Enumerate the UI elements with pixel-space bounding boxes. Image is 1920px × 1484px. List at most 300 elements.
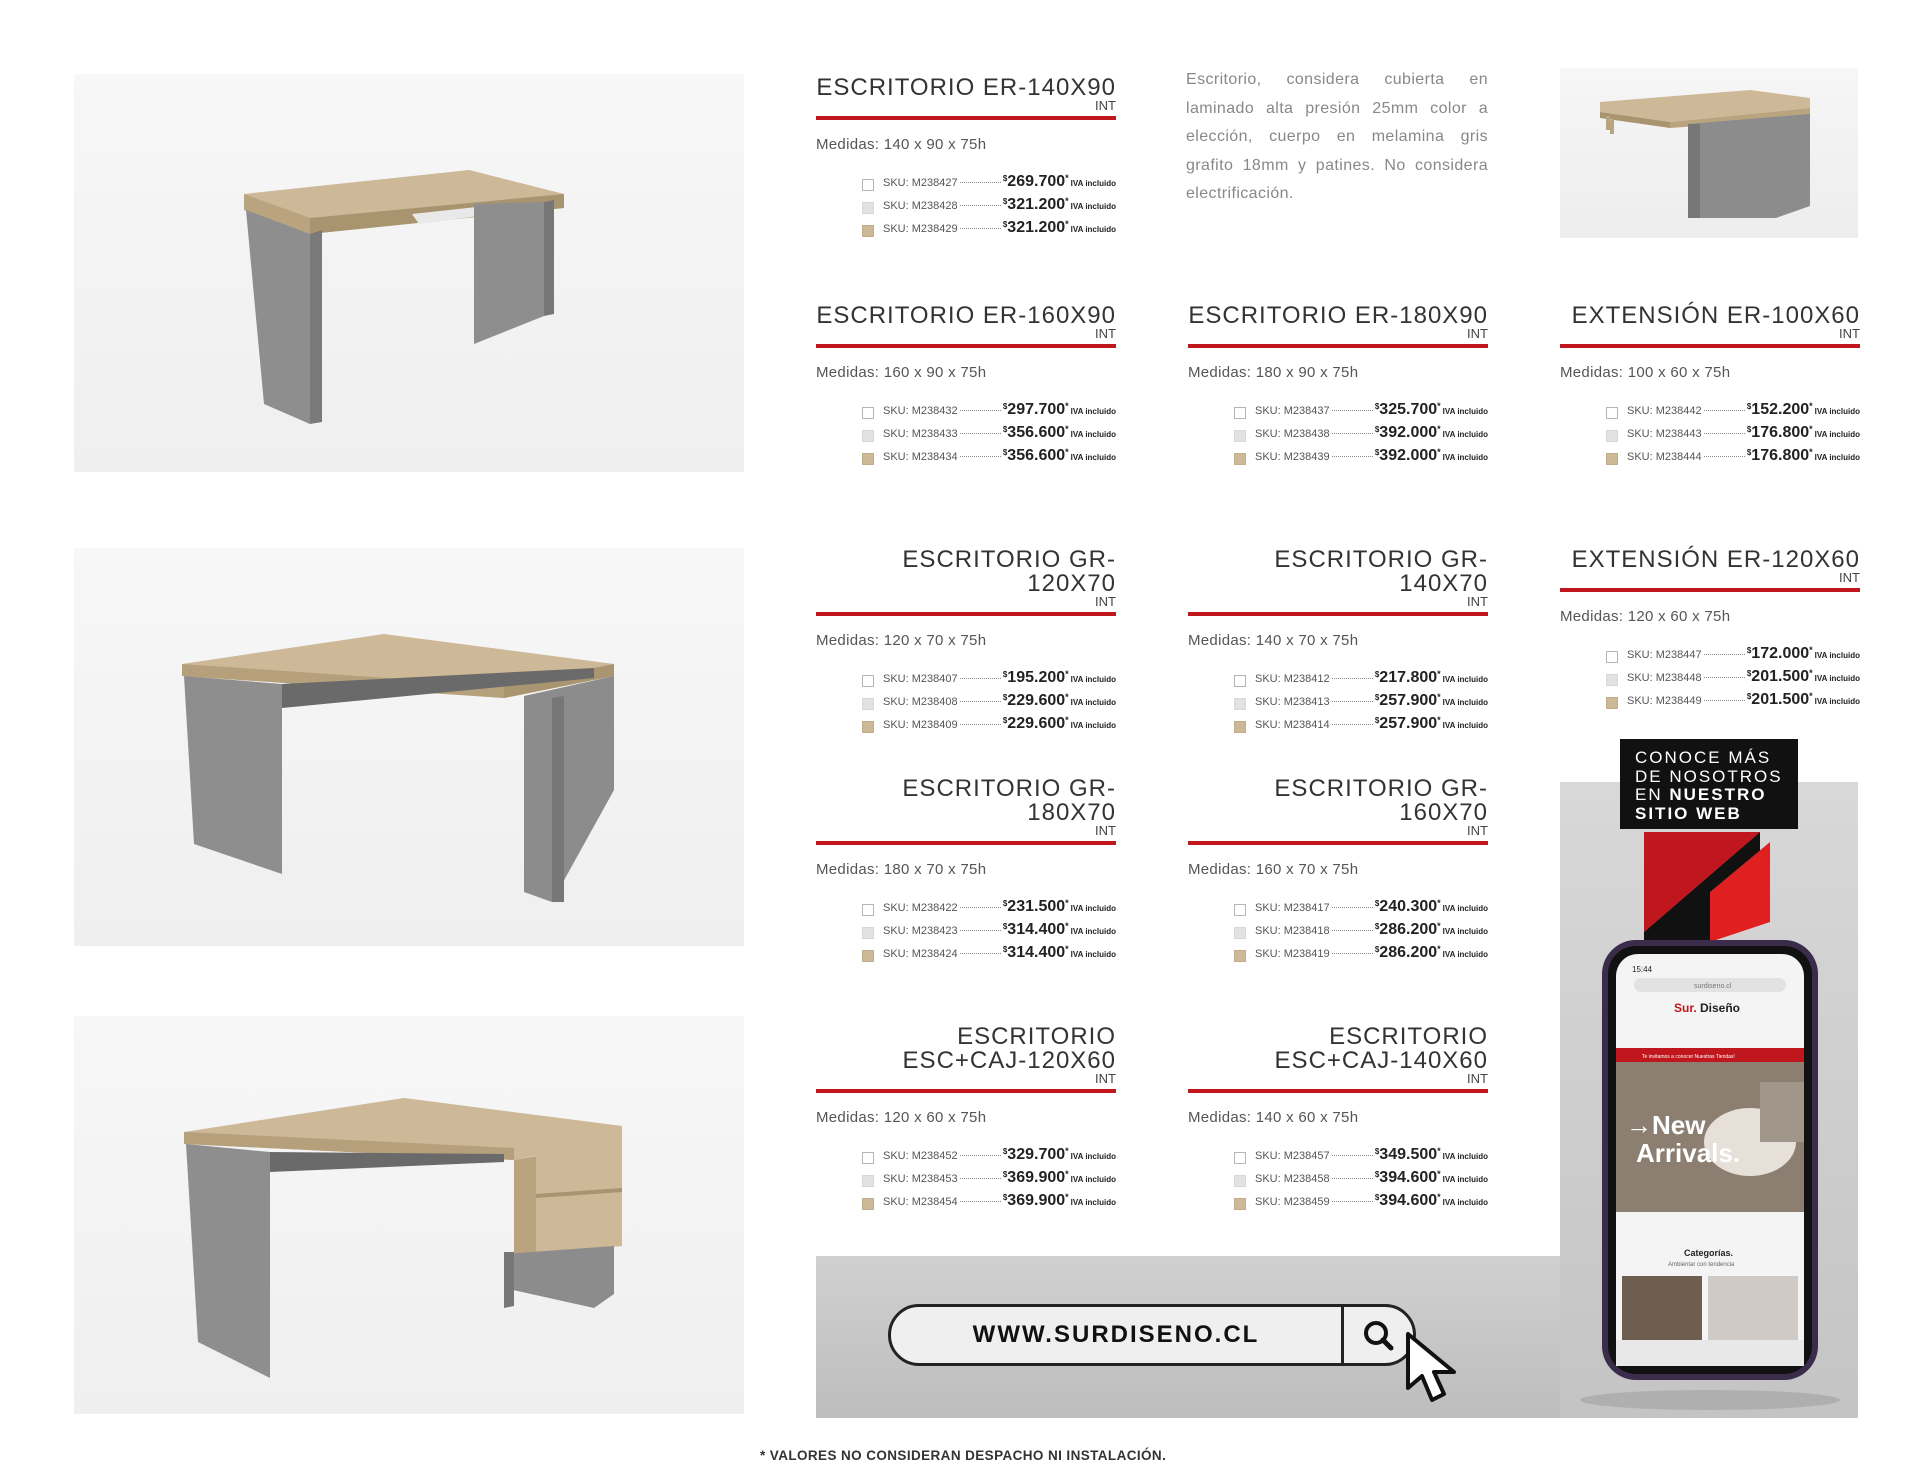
sku-code: SKU: M238417 — [1255, 902, 1330, 914]
sku-code: SKU: M238449 — [1627, 695, 1702, 707]
product-title: ESCRITORIO GR-160X70 — [1274, 775, 1488, 826]
swatch-oak-icon — [1606, 453, 1618, 465]
leader-dots — [1332, 1155, 1373, 1156]
iva-label: IVA incluido — [1442, 904, 1488, 913]
price-mark: * — [1437, 401, 1441, 411]
product-title: ESCRITORIO GR-120X70 — [902, 546, 1116, 597]
iva-label: IVA incluido — [1442, 1175, 1488, 1184]
sku-price: 229.600 — [1007, 692, 1066, 709]
corner-desk-illustration — [74, 74, 744, 472]
product-photo-er-corner-desk — [74, 74, 744, 472]
phone-store-banner: Te invitamos a conocer Nuestras Tiendas! — [1642, 1054, 1735, 1060]
sku-price: 321.200 — [1007, 196, 1066, 213]
swatch-white-icon — [862, 675, 874, 687]
sku-code: SKU: M238413 — [1255, 696, 1330, 708]
swatch-oak-icon — [1234, 1198, 1246, 1210]
cta-line3 — [1635, 786, 1798, 805]
price-mark: * — [1065, 715, 1069, 725]
product-subtitle: INT — [1467, 594, 1488, 609]
product-gr-160x70 — [1188, 777, 1488, 967]
product-dimensions: Medidas: 100 x 60 x 75h — [1560, 364, 1731, 381]
website-cta[interactable] — [1620, 739, 1798, 829]
currency-symbol: $ — [1002, 1193, 1008, 1202]
sku-price: 392.000 — [1379, 424, 1438, 441]
title-rule — [816, 612, 1116, 616]
sku-list — [816, 401, 1116, 470]
sku-row — [862, 715, 1116, 738]
sku-row — [1234, 921, 1488, 944]
leader-dots — [960, 410, 1001, 411]
title-rule — [816, 1089, 1116, 1093]
product-title: ESCRITORIO GR-180X70 — [902, 775, 1116, 826]
sku-row — [1234, 898, 1488, 921]
leader-dots — [960, 182, 1001, 183]
leader-dots — [960, 724, 1001, 725]
iva-label: IVA incluido — [1442, 950, 1488, 959]
product-dimensions: Medidas: 180 x 90 x 75h — [1188, 364, 1359, 381]
iva-label: IVA incluido — [1814, 651, 1860, 660]
sku-list — [816, 173, 1116, 242]
leader-dots — [1704, 410, 1745, 411]
product-subtitle: INT — [1095, 594, 1116, 609]
currency-symbol: $ — [1374, 448, 1380, 457]
product-subtitle: INT — [1467, 823, 1488, 838]
swatch-oak-icon — [862, 1198, 874, 1210]
swatch-gray-icon — [862, 202, 874, 214]
product-subtitle: INT — [1095, 1071, 1116, 1086]
product-esc-caj-140x60 — [1188, 1025, 1488, 1215]
iva-label: IVA incluido — [1442, 721, 1488, 730]
leader-dots — [960, 1155, 1001, 1156]
cta-line3-bold: NUESTRO — [1669, 785, 1767, 804]
leader-dots — [960, 701, 1001, 702]
leader-dots — [1332, 701, 1373, 702]
product-photo-extension — [1560, 68, 1858, 238]
product-subtitle: INT — [1839, 570, 1860, 585]
product-title-line2: ESC+CAJ-140X60 — [1274, 1047, 1488, 1074]
sku-row — [1234, 669, 1488, 692]
swatch-white-icon — [1234, 904, 1246, 916]
currency-symbol: $ — [1002, 670, 1008, 679]
sku-code: SKU: M238424 — [883, 948, 958, 960]
product-title: ESCRITORIO GR-140X70 — [1274, 546, 1488, 597]
sku-price: 229.600 — [1007, 715, 1066, 732]
sku-row — [862, 447, 1116, 470]
title-rule — [1560, 344, 1860, 348]
product-esc-caj-120x60 — [816, 1025, 1116, 1215]
cta-line3-prefix: EN — [1635, 785, 1670, 804]
product-dimensions: Medidas: 140 x 70 x 75h — [1188, 632, 1359, 649]
sku-row — [1606, 668, 1860, 691]
title-rule — [816, 116, 1116, 120]
sku-code: SKU: M238418 — [1255, 925, 1330, 937]
price-mark: * — [1065, 1169, 1069, 1179]
iva-label: IVA incluido — [1070, 1152, 1116, 1161]
sku-price: 394.600 — [1379, 1169, 1438, 1186]
currency-symbol: $ — [1374, 1193, 1380, 1202]
cta-line2: DE NOSOTROS — [1635, 766, 1783, 786]
iva-label: IVA incluido — [1814, 407, 1860, 416]
website-url[interactable]: WWW.SURDISENO.CL — [972, 1321, 1260, 1348]
sku-row — [862, 1169, 1116, 1192]
sku-code: SKU: M238408 — [883, 696, 958, 708]
website-search-bar[interactable] — [888, 1304, 1416, 1366]
price-mark: * — [1437, 921, 1441, 931]
swatch-white-icon — [1234, 407, 1246, 419]
leader-dots — [960, 205, 1001, 206]
sku-price: 392.000 — [1379, 447, 1438, 464]
leader-dots — [1704, 433, 1745, 434]
iva-label: IVA incluido — [1814, 697, 1860, 706]
swatch-oak-icon — [862, 721, 874, 733]
sku-code: SKU: M238459 — [1255, 1196, 1330, 1208]
product-dimensions: Medidas: 160 x 70 x 75h — [1188, 861, 1359, 878]
leader-dots — [960, 456, 1001, 457]
sku-row — [862, 921, 1116, 944]
sku-code: SKU: M238452 — [883, 1150, 958, 1162]
swatch-oak-icon — [862, 225, 874, 237]
currency-symbol: $ — [1374, 1170, 1380, 1179]
product-title: ESCRITORIO ER-140X90 — [816, 74, 1116, 101]
straight-desk-illustration — [74, 548, 744, 946]
sku-row — [862, 669, 1116, 692]
product-subtitle: INT — [1095, 326, 1116, 341]
price-mark: * — [1065, 669, 1069, 679]
search-divider — [1341, 1307, 1344, 1363]
title-rule — [816, 841, 1116, 845]
iva-label: IVA incluido — [1070, 430, 1116, 439]
currency-symbol: $ — [1374, 693, 1380, 702]
price-mark: * — [1065, 1146, 1069, 1156]
sku-code: SKU: M238409 — [883, 719, 958, 731]
iva-label: IVA incluido — [1442, 430, 1488, 439]
price-mark: * — [1065, 447, 1069, 457]
price-mark: * — [1065, 424, 1069, 434]
product-photo-esc-caj-desk — [74, 1016, 744, 1414]
sku-code: SKU: M238457 — [1255, 1150, 1330, 1162]
price-mark: * — [1437, 669, 1441, 679]
product-dimensions: Medidas: 120 x 60 x 75h — [816, 1109, 987, 1126]
sku-row — [1606, 645, 1860, 668]
swatch-white-icon — [1606, 407, 1618, 419]
iva-label: IVA incluido — [1814, 674, 1860, 683]
sku-code: SKU: M238433 — [883, 428, 958, 440]
product-title: ESCRITORIO — [957, 1023, 1116, 1050]
sku-row — [1234, 715, 1488, 738]
swatch-oak-icon — [862, 950, 874, 962]
currency-symbol: $ — [1002, 425, 1008, 434]
iva-label: IVA incluido — [1070, 698, 1116, 707]
price-mark: * — [1065, 921, 1069, 931]
price-mark: * — [1437, 715, 1441, 725]
sku-code: SKU: M238422 — [883, 902, 958, 914]
swatch-oak-icon — [862, 453, 874, 465]
sku-price: 195.200 — [1007, 669, 1066, 686]
leader-dots — [1332, 953, 1373, 954]
price-mark: * — [1437, 692, 1441, 702]
product-ext-120x60 — [1560, 548, 1860, 714]
product-er-160x90 — [816, 304, 1116, 470]
sku-price: 201.500 — [1751, 668, 1810, 685]
sku-list — [1188, 669, 1488, 738]
currency-symbol: $ — [1374, 670, 1380, 679]
currency-symbol: $ — [1002, 922, 1008, 931]
sku-price: 176.800 — [1751, 424, 1810, 441]
currency-symbol: $ — [1002, 1147, 1008, 1156]
sku-code: SKU: M238443 — [1627, 428, 1702, 440]
leader-dots — [1332, 724, 1373, 725]
sku-price: 325.700 — [1379, 401, 1438, 418]
price-mark: * — [1065, 173, 1069, 183]
sku-price: 369.900 — [1007, 1169, 1066, 1186]
swatch-white-icon — [862, 1152, 874, 1164]
swatch-gray-icon — [1234, 927, 1246, 939]
sku-price: 257.900 — [1379, 692, 1438, 709]
sku-row — [1234, 1169, 1488, 1192]
product-er-180x90 — [1188, 304, 1488, 470]
iva-label: IVA incluido — [1442, 698, 1488, 707]
leader-dots — [960, 228, 1001, 229]
price-mark: * — [1065, 196, 1069, 206]
currency-symbol: $ — [1746, 448, 1752, 457]
sku-list — [816, 1146, 1116, 1215]
sku-list — [816, 669, 1116, 738]
currency-symbol: $ — [1374, 402, 1380, 411]
phone-url: surdiseno.cl — [1694, 983, 1732, 990]
sku-code: SKU: M238434 — [883, 451, 958, 463]
sku-list — [1560, 401, 1860, 470]
swatch-oak-icon — [1234, 453, 1246, 465]
iva-label: IVA incluido — [1070, 202, 1116, 211]
iva-label: IVA incluido — [1442, 453, 1488, 462]
leader-dots — [960, 930, 1001, 931]
iva-label: IVA incluido — [1070, 407, 1116, 416]
sku-code: SKU: M238458 — [1255, 1173, 1330, 1185]
swatch-oak-icon — [1234, 950, 1246, 962]
cta-line1: CONOCE MÁS — [1635, 748, 1772, 767]
sku-price: 172.000 — [1751, 645, 1810, 662]
currency-symbol: $ — [1002, 402, 1008, 411]
swatch-white-icon — [862, 407, 874, 419]
swatch-gray-icon — [862, 1175, 874, 1187]
sku-price: 286.200 — [1379, 921, 1438, 938]
iva-label: IVA incluido — [1442, 407, 1488, 416]
iva-label: IVA incluido — [1070, 1175, 1116, 1184]
swatch-gray-icon — [862, 698, 874, 710]
title-rule — [816, 344, 1116, 348]
swatch-white-icon — [1234, 1152, 1246, 1164]
sku-row — [862, 944, 1116, 967]
price-mark: * — [1437, 1146, 1441, 1156]
product-dimensions: Medidas: 140 x 90 x 75h — [816, 136, 987, 153]
extension-illustration — [1560, 68, 1858, 238]
sku-price: 269.700 — [1007, 173, 1066, 190]
sku-price: 349.500 — [1379, 1146, 1438, 1163]
title-rule — [1188, 841, 1488, 845]
leader-dots — [1332, 456, 1373, 457]
sku-price: 356.600 — [1007, 447, 1066, 464]
sku-row — [862, 692, 1116, 715]
sku-list — [1188, 898, 1488, 967]
product-subtitle: INT — [1095, 98, 1116, 113]
product-dimensions: Medidas: 120 x 70 x 75h — [816, 632, 987, 649]
sku-code: SKU: M238427 — [883, 177, 958, 189]
sku-code: SKU: M238438 — [1255, 428, 1330, 440]
phone-section-subtitle: Ambientar con tendencia — [1668, 1262, 1735, 1268]
sku-price: 286.200 — [1379, 944, 1438, 961]
sku-row — [1606, 691, 1860, 714]
sku-code: SKU: M238439 — [1255, 451, 1330, 463]
product-ext-100x60 — [1560, 304, 1860, 470]
price-mark: * — [1809, 401, 1813, 411]
currency-symbol: $ — [1746, 692, 1752, 701]
price-mark: * — [1437, 898, 1441, 908]
title-rule — [1188, 344, 1488, 348]
price-mark: * — [1809, 447, 1813, 457]
leader-dots — [1704, 677, 1745, 678]
phone-time: 15:44 — [1632, 965, 1653, 974]
price-mark: * — [1065, 219, 1069, 229]
currency-symbol: $ — [1002, 197, 1008, 206]
sku-row — [862, 219, 1116, 242]
swatch-white-icon — [1234, 675, 1246, 687]
leader-dots — [1332, 410, 1373, 411]
price-mark: * — [1437, 1192, 1441, 1202]
leader-dots — [1704, 700, 1745, 701]
iva-label: IVA incluido — [1442, 675, 1488, 684]
price-mark: * — [1437, 1169, 1441, 1179]
currency-symbol: $ — [1002, 945, 1008, 954]
currency-symbol: $ — [1374, 899, 1380, 908]
swatch-oak-icon — [1606, 697, 1618, 709]
swatch-gray-icon — [862, 430, 874, 442]
sku-row — [862, 424, 1116, 447]
sku-price: 257.900 — [1379, 715, 1438, 732]
phone-brand-sur: Sur. — [1674, 1001, 1697, 1015]
currency-symbol: $ — [1002, 1170, 1008, 1179]
phone-hero-new: →New — [1626, 1110, 1706, 1140]
phone-promo-panel — [1560, 782, 1858, 1418]
leader-dots — [960, 907, 1001, 908]
sku-price: 231.500 — [1007, 898, 1066, 915]
currency-symbol: $ — [1002, 174, 1008, 183]
iva-label: IVA incluido — [1070, 675, 1116, 684]
product-gr-120x70 — [816, 548, 1116, 738]
leader-dots — [960, 678, 1001, 679]
iva-label: IVA incluido — [1070, 721, 1116, 730]
cursor-pointer-icon — [1402, 1330, 1474, 1410]
product-dimensions: Medidas: 120 x 60 x 75h — [1560, 608, 1731, 625]
iva-label: IVA incluido — [1070, 179, 1116, 188]
currency-symbol: $ — [1374, 425, 1380, 434]
sku-row — [1234, 944, 1488, 967]
sku-list — [816, 898, 1116, 967]
price-mark: * — [1809, 424, 1813, 434]
product-subtitle: INT — [1095, 823, 1116, 838]
currency-symbol: $ — [1374, 716, 1380, 725]
price-mark: * — [1437, 424, 1441, 434]
product-er-140x90 — [816, 76, 1116, 242]
product-gr-180x70 — [816, 777, 1116, 967]
iva-label: IVA incluido — [1070, 927, 1116, 936]
iva-label: IVA incluido — [1070, 1198, 1116, 1207]
title-rule — [1560, 588, 1860, 592]
sku-code: SKU: M238428 — [883, 200, 958, 212]
sku-row — [862, 1192, 1116, 1215]
swatch-gray-icon — [1606, 430, 1618, 442]
price-mark: * — [1065, 898, 1069, 908]
swatch-gray-icon — [1234, 430, 1246, 442]
leader-dots — [1332, 907, 1373, 908]
sku-list — [1560, 645, 1860, 714]
sku-row — [1606, 424, 1860, 447]
currency-symbol: $ — [1746, 402, 1752, 411]
product-subtitle: INT — [1467, 1071, 1488, 1086]
iva-label: IVA incluido — [1814, 430, 1860, 439]
product-title: ESCRITORIO ER-180X90 — [1188, 302, 1488, 329]
price-mark: * — [1065, 944, 1069, 954]
sku-price: 314.400 — [1007, 921, 1066, 938]
sku-row — [1606, 447, 1860, 470]
sku-code: SKU: M238453 — [883, 1173, 958, 1185]
leader-dots — [1704, 654, 1745, 655]
sku-price: 217.800 — [1379, 669, 1438, 686]
leader-dots — [960, 1178, 1001, 1179]
sku-code: SKU: M238414 — [1255, 719, 1330, 731]
price-mark: * — [1437, 447, 1441, 457]
swatch-gray-icon — [1606, 674, 1618, 686]
currency-symbol: $ — [1746, 646, 1752, 655]
phone-brand-diseno: Diseño — [1700, 1001, 1741, 1015]
sku-code: SKU: M238454 — [883, 1196, 958, 1208]
leader-dots — [1332, 930, 1373, 931]
currency-symbol: $ — [1002, 220, 1008, 229]
swatch-oak-icon — [1234, 721, 1246, 733]
iva-label: IVA incluido — [1442, 1152, 1488, 1161]
currency-symbol: $ — [1002, 716, 1008, 725]
price-mark: * — [1065, 401, 1069, 411]
leader-dots — [1332, 433, 1373, 434]
sku-price: 152.200 — [1751, 401, 1810, 418]
sku-price: 297.700 — [1007, 401, 1066, 418]
sku-price: 314.400 — [1007, 944, 1066, 961]
footnote: * VALORES NO CONSIDERAN DESPACHO NI INSTALACIÓN. — [760, 1448, 1167, 1463]
phone-section-title: Categorías. — [1684, 1248, 1734, 1258]
product-title: ESCRITORIO ER-160X90 — [816, 302, 1116, 329]
sku-row — [1234, 401, 1488, 424]
sku-code: SKU: M238448 — [1627, 672, 1702, 684]
sku-code: SKU: M238407 — [883, 673, 958, 685]
sku-row — [1234, 1146, 1488, 1169]
title-rule — [1188, 612, 1488, 616]
leader-dots — [1332, 678, 1373, 679]
drawer-desk-illustration — [74, 1016, 744, 1414]
sku-row — [1234, 1192, 1488, 1215]
product-title-line2: ESC+CAJ-120X60 — [902, 1047, 1116, 1074]
sku-price: 369.900 — [1007, 1192, 1066, 1209]
sku-row — [862, 173, 1116, 196]
leader-dots — [1332, 1178, 1373, 1179]
product-title: ESCRITORIO — [1329, 1023, 1488, 1050]
price-mark: * — [1809, 668, 1813, 678]
sku-code: SKU: M238429 — [883, 223, 958, 235]
iva-label: IVA incluido — [1442, 927, 1488, 936]
swatch-white-icon — [862, 179, 874, 191]
sku-row — [1234, 447, 1488, 470]
sku-row — [1234, 692, 1488, 715]
product-description: Escritorio, considera cubierta en laminado alta presión 25mm color a elección, cuerpo en melamina gris grafito 18mm y patines. No considera electrificación. — [1186, 71, 1488, 202]
sku-code: SKU: M238412 — [1255, 673, 1330, 685]
